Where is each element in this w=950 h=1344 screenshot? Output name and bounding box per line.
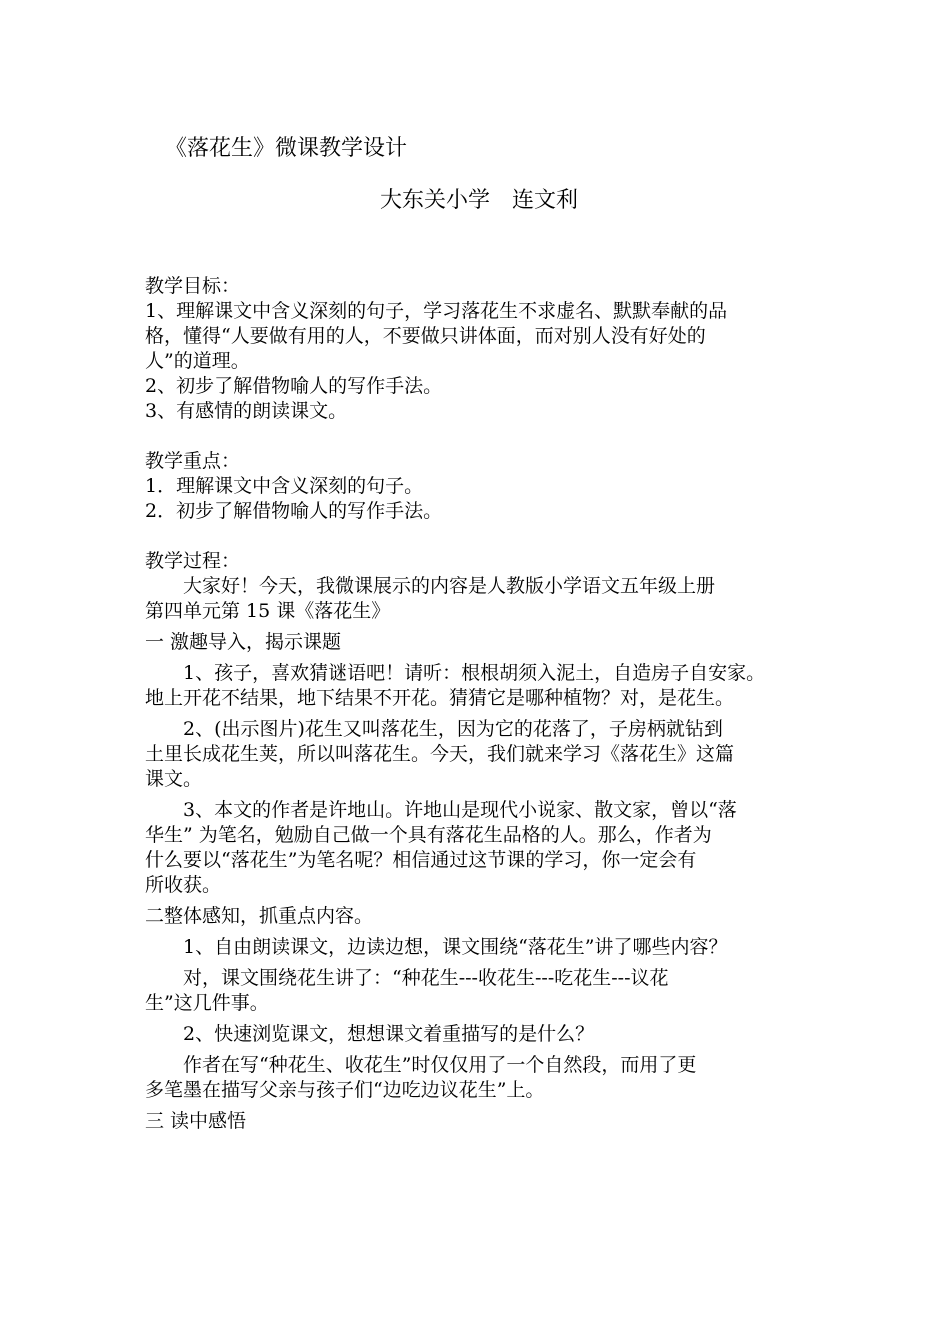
objective-line: 人”的道理。 [145, 350, 250, 372]
intro-line: 大家好！今天，我微课展示的内容是人教版小学语文五年级上册 [183, 575, 716, 597]
objective-line: 1、理解课文中含义深刻的句子，学习落花生不求虚名、默默奉献的品 [145, 300, 728, 322]
key-point-line: 2．初步了解借物喻人的写作手法。 [145, 500, 443, 522]
part1-paragraph-line: 土里长成花生荚，所以叫落花生。今天，我们就来学习《落花生》这篇 [145, 743, 735, 765]
objective-line: 3、有感情的朗读课文。 [145, 400, 348, 422]
part2-heading: 二整体感知，抓重点内容。 [145, 905, 374, 927]
part1-heading: 一 激趣导入，揭示课题 [145, 631, 342, 653]
part2-answer-line: 作者在写“种花生、收花生”时仅仅用了一个自然段，而用了更 [183, 1054, 697, 1076]
process-heading: 教学过程： [145, 550, 241, 572]
part1-paragraph-line: 所收获。 [145, 874, 222, 896]
part1-paragraph-line: 2、(出示图片)花生又叫落花生，因为它的花落了，子房柄就钻到 [183, 718, 723, 740]
document-title: 《落花生》微课教学设计 [165, 136, 408, 161]
objective-line: 格，懂得“人要做有用的人，不要做只讲体面，而对别人没有好处的 [145, 325, 706, 347]
part2-answer-line: 生”这几件事。 [145, 992, 269, 1014]
part3-heading: 三 读中感悟 [145, 1110, 247, 1132]
author-line: 大东关小学 连文利 [380, 188, 579, 213]
part1-paragraph-line: 1、孩子，喜欢猜谜语吧！请听：根根胡须入泥土，自造房子自安家。 [183, 662, 766, 684]
intro-line: 第四单元第 15 课《落花生》 [145, 600, 391, 622]
key-points-heading: 教学重点： [145, 450, 241, 472]
key-point-line: 1．理解课文中含义深刻的句子。 [145, 475, 424, 497]
part2-answer-line: 对，课文围绕花生讲了：“种花生---收花生---吃花生---议花 [183, 967, 669, 989]
part1-paragraph-line: 课文。 [145, 768, 203, 790]
part1-paragraph-line: 3、本文的作者是许地山。许地山是现代小说家、散文家，曾以“落 [183, 799, 737, 821]
part2-answer-line: 多笔墨在描写父亲与孩子们“边吃边议花生”上。 [145, 1079, 545, 1101]
objective-line: 2、初步了解借物喻人的写作手法。 [145, 375, 443, 397]
part1-paragraph-line: 什么要以“落花生”为笔名呢？相信通过这节课的学习，你一定会有 [145, 849, 697, 871]
objectives-heading: 教学目标： [145, 275, 241, 297]
part1-paragraph-line: 地上开花不结果，地下结果不开花。猜猜它是哪种植物？对，是花生。 [145, 687, 735, 709]
part1-paragraph-line: 华生” 为笔名，勉励自己做一个具有落花生品格的人。那么，作者为 [145, 824, 712, 846]
part2-question: 1、自由朗读课文，边读边想，课文围绕“落花生”讲了哪些内容？ [183, 936, 728, 958]
part2-question: 2、快速浏览课文，想想课文着重描写的是什么？ [183, 1023, 595, 1045]
document-body [145, 274, 825, 1134]
